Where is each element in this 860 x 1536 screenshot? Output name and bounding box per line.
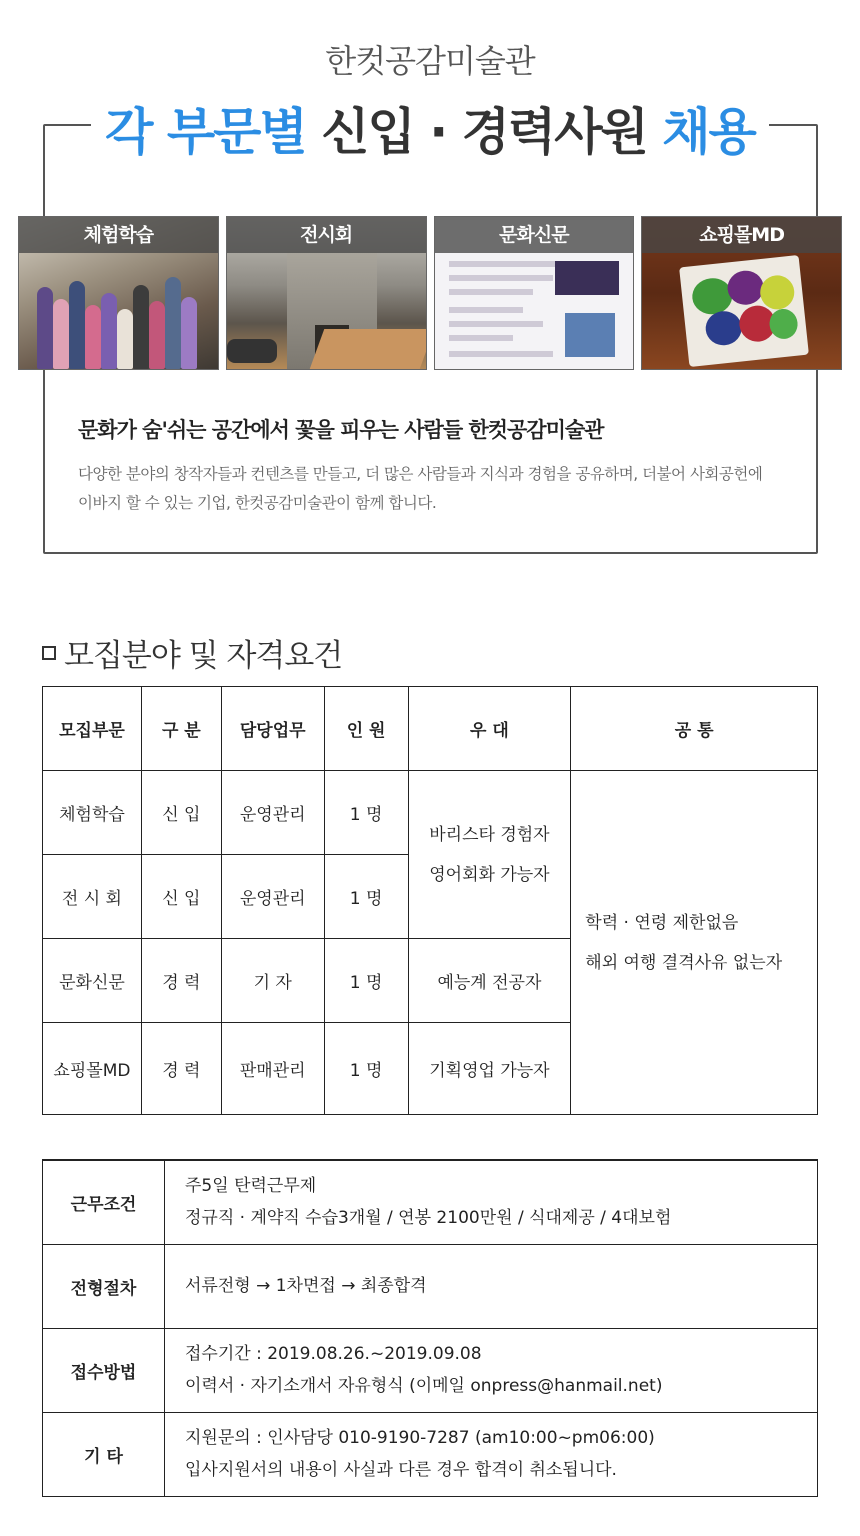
headline bbox=[0, 92, 860, 164]
headline-part1: 각 부문별 bbox=[105, 103, 306, 161]
cell-duty: 판매관리 bbox=[221, 1023, 324, 1115]
photo-shop bbox=[641, 216, 842, 370]
cell-dept: 쇼핑몰MD bbox=[43, 1023, 142, 1115]
section-title-text: 모집분야 및 자격요건 bbox=[64, 638, 343, 674]
cell-dept: 전 시 회 bbox=[43, 855, 142, 939]
headline-part2: 신입 · 경력사원 bbox=[321, 103, 647, 161]
photo-exhibition bbox=[226, 216, 427, 370]
info-line: 서류전형 → 1차면접 → 최종합격 bbox=[185, 1276, 427, 1296]
preference-line: 바리스타 경험자 bbox=[429, 824, 550, 845]
info-line: 정규직 · 계약직 수습3개월 / 연봉 2100만원 / 식대제공 / 4대보험 bbox=[185, 1208, 672, 1229]
info-line: 이력서 · 자기소개서 자유형식 (이메일 onpress@hanmail.net) bbox=[185, 1376, 663, 1396]
preference-line: 영어회화 가능자 bbox=[429, 864, 550, 885]
photo-caption: 쇼핑몰MD bbox=[642, 217, 841, 253]
cell-preference bbox=[408, 771, 571, 939]
cell-dept: 문화신문 bbox=[43, 939, 142, 1023]
column-header: 인 원 bbox=[324, 687, 408, 771]
info-line: 접수기간 : 2019.08.26.~2019.09.08 bbox=[185, 1344, 482, 1364]
cell-type: 신 입 bbox=[141, 855, 221, 939]
cell-type: 신 입 bbox=[141, 771, 221, 855]
cell-duty: 기 자 bbox=[221, 939, 324, 1023]
info-value bbox=[165, 1328, 818, 1412]
intro-title: 문화가 숨'쉬는 공간에서 꽃을 피우는 사람들 한컷공감미술관 bbox=[78, 418, 604, 442]
common-line: 해외 여행 결격사유 없는자 bbox=[585, 952, 783, 973]
cell-preference: 예능계 전공자 bbox=[408, 939, 571, 1023]
cell-count: 1 명 bbox=[324, 1023, 408, 1115]
info-label: 근무조건 bbox=[43, 1160, 165, 1244]
cell-duty: 운영관리 bbox=[221, 771, 324, 855]
column-header: 공 통 bbox=[571, 687, 818, 771]
info-label: 접수방법 bbox=[43, 1328, 165, 1412]
info-row-etc bbox=[43, 1412, 818, 1496]
info-row-process bbox=[43, 1244, 818, 1328]
photo-caption: 전시회 bbox=[227, 217, 426, 253]
info-label: 전형절차 bbox=[43, 1244, 165, 1328]
moss-tray-illustration bbox=[679, 255, 809, 367]
info-line: 입사지원서의 내용이 사실과 다른 경우 합격이 취소됩니다. bbox=[185, 1460, 617, 1480]
cell-count: 1 명 bbox=[324, 855, 408, 939]
table-row bbox=[43, 771, 818, 855]
cell-type: 경 력 bbox=[141, 939, 221, 1023]
square-bullet-icon bbox=[42, 646, 56, 660]
info-label: 기 타 bbox=[43, 1412, 165, 1496]
info-row-work bbox=[43, 1160, 818, 1244]
column-header: 구 분 bbox=[141, 687, 221, 771]
kids-illustration bbox=[27, 269, 210, 369]
company-subtitle: 한컷공감미술관 bbox=[325, 42, 535, 80]
recruit-table bbox=[42, 686, 818, 1115]
news-image bbox=[555, 261, 619, 295]
intro-line: 다양한 분야의 창작자들과 컨텐츠를 만들고, 더 많은 사람들과 지식과 경험을 공유하며, 더불어 사회공헌에 bbox=[78, 465, 763, 483]
news-image bbox=[565, 313, 615, 357]
cell-count: 1 명 bbox=[324, 939, 408, 1023]
cell-common bbox=[571, 771, 818, 1115]
column-header: 모집부문 bbox=[43, 687, 142, 771]
common-line: 학력 · 연령 제한없음 bbox=[585, 912, 739, 933]
photo-experience bbox=[18, 216, 219, 370]
column-header: 우 대 bbox=[408, 687, 571, 771]
info-value bbox=[165, 1244, 818, 1328]
table-header-row bbox=[43, 687, 818, 771]
photo-strip bbox=[18, 216, 842, 370]
photo-caption: 체험학습 bbox=[19, 217, 218, 253]
photo-caption: 문화신문 bbox=[435, 217, 634, 253]
cell-count: 1 명 bbox=[324, 771, 408, 855]
cell-dept: 체험학습 bbox=[43, 771, 142, 855]
cell-duty: 운영관리 bbox=[221, 855, 324, 939]
info-line: 지원문의 : 인사담당 010-9190-7287 (am10:00~pm06:00) bbox=[185, 1428, 655, 1448]
info-value bbox=[165, 1412, 818, 1496]
intro-text bbox=[78, 460, 798, 518]
cell-type: 경 력 bbox=[141, 1023, 221, 1115]
column-header: 담당업무 bbox=[221, 687, 324, 771]
photo-newspaper bbox=[434, 216, 635, 370]
info-value bbox=[165, 1160, 818, 1244]
intro-line: 이바지 할 수 있는 기업, 한컷공감미술관이 함께 합니다. bbox=[78, 494, 437, 512]
headline-part3: 채용 bbox=[662, 103, 755, 161]
info-row-apply bbox=[43, 1328, 818, 1412]
info-line: 주5일 탄력근무제 bbox=[185, 1176, 317, 1197]
info-table bbox=[42, 1159, 818, 1497]
cell-preference: 기획영업 가능자 bbox=[408, 1023, 571, 1115]
car-illustration bbox=[227, 339, 277, 363]
section-title bbox=[42, 630, 342, 675]
